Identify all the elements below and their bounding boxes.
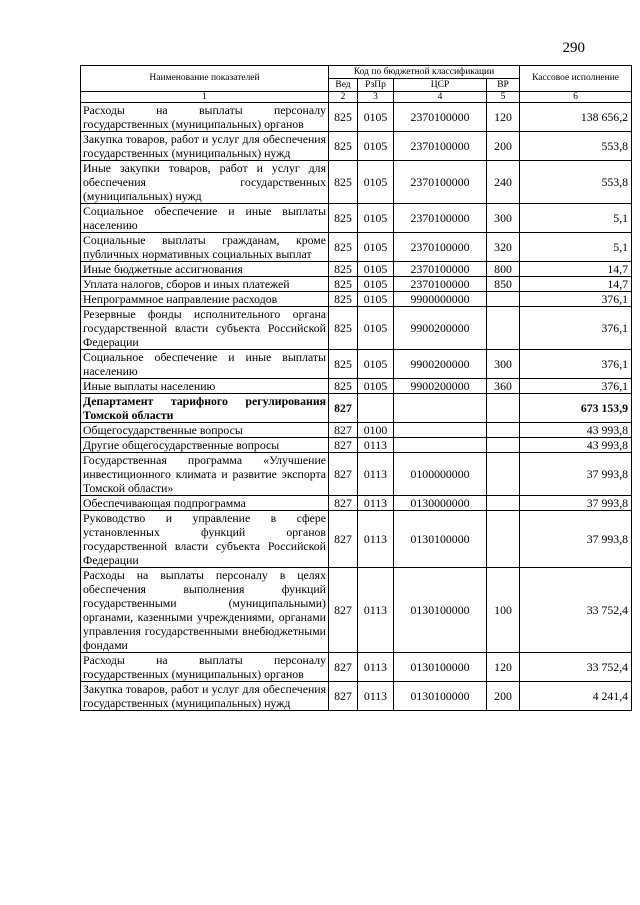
row-csr: 2370100000 <box>394 103 487 132</box>
table-row <box>81 204 632 233</box>
column-number: 5 <box>487 92 520 103</box>
row-rzpr: 0105 <box>358 103 394 132</box>
row-ved: 825 <box>329 262 358 277</box>
row-rzpr: 0113 <box>358 682 394 711</box>
column-number: 6 <box>520 92 632 103</box>
row-ved: 827 <box>329 453 358 496</box>
row-name: Государственная программа «Улучшение инвестиционного климата и развитие экспорта Томской области» <box>81 453 329 496</box>
row-csr: 2370100000 <box>394 233 487 262</box>
table-row <box>81 379 632 394</box>
row-ved: 827 <box>329 496 358 511</box>
row-amount: 14,7 <box>520 277 632 292</box>
row-rzpr: 0113 <box>358 453 394 496</box>
row-name: Социальные выплаты гражданам, кроме публичных нормативных социальных выплат <box>81 233 329 262</box>
table-row <box>81 103 632 132</box>
table-row <box>81 511 632 568</box>
row-amount: 33 752,4 <box>520 568 632 653</box>
column-number-row <box>81 92 632 103</box>
row-rzpr: 0105 <box>358 262 394 277</box>
column-number: 2 <box>329 92 358 103</box>
row-csr: 0130100000 <box>394 682 487 711</box>
row-rzpr: 0105 <box>358 233 394 262</box>
row-csr: 2370100000 <box>394 277 487 292</box>
row-name: Социальное обеспечение и иные выплаты населению <box>81 350 329 379</box>
row-name: Расходы на выплаты персоналу государственных (муниципальных) органов <box>81 103 329 132</box>
row-rzpr: 0113 <box>358 653 394 682</box>
row-ved: 827 <box>329 511 358 568</box>
table-row <box>81 262 632 277</box>
row-ved: 827 <box>329 438 358 453</box>
header-amount: Кассовое исполнение <box>520 66 632 92</box>
column-number: 3 <box>358 92 394 103</box>
table-row <box>81 233 632 262</box>
header-group: Код по бюджетной классификации <box>329 66 520 79</box>
row-ved: 827 <box>329 568 358 653</box>
table-row <box>81 496 632 511</box>
row-ved: 825 <box>329 233 358 262</box>
row-rzpr: 0105 <box>358 292 394 307</box>
row-csr: 0130000000 <box>394 496 487 511</box>
row-rzpr: 0105 <box>358 379 394 394</box>
row-ved: 825 <box>329 379 358 394</box>
table-row <box>81 653 632 682</box>
row-name: Расходы на выплаты персоналу государственных (муниципальных) органов <box>81 653 329 682</box>
table-header <box>81 66 632 103</box>
row-csr: 9900200000 <box>394 379 487 394</box>
row-amount: 5,1 <box>520 204 632 233</box>
table-row <box>81 307 632 350</box>
row-vr: 200 <box>487 682 520 711</box>
column-number: 1 <box>81 92 329 103</box>
row-name: Общегосударственные вопросы <box>81 423 329 438</box>
table-row <box>81 292 632 307</box>
row-rzpr: 0105 <box>358 161 394 204</box>
table-body <box>81 103 632 711</box>
row-amount: 43 993,8 <box>520 423 632 438</box>
row-name: Иные бюджетные ассигнования <box>81 262 329 277</box>
row-amount: 33 752,4 <box>520 653 632 682</box>
row-vr: 100 <box>487 568 520 653</box>
row-vr: 360 <box>487 379 520 394</box>
row-amount: 5,1 <box>520 233 632 262</box>
row-amount: 553,8 <box>520 132 632 161</box>
row-amount: 376,1 <box>520 379 632 394</box>
row-name: Руководство и управление в сфере установленных функций органов государственной власти субъекта Российской Федерации <box>81 511 329 568</box>
header-vr: ВР <box>487 79 520 92</box>
row-ved: 825 <box>329 307 358 350</box>
row-ved: 825 <box>329 292 358 307</box>
row-rzpr: 0105 <box>358 204 394 233</box>
table-row <box>81 394 632 423</box>
table-row <box>81 132 632 161</box>
table-row <box>81 161 632 204</box>
row-amount: 376,1 <box>520 307 632 350</box>
row-csr: 9900000000 <box>394 292 487 307</box>
row-vr: 800 <box>487 262 520 277</box>
row-name: Другие общегосударственные вопросы <box>81 438 329 453</box>
row-rzpr: 0105 <box>358 277 394 292</box>
row-csr: 0130100000 <box>394 653 487 682</box>
row-vr <box>487 453 520 496</box>
header-csr: ЦСР <box>394 79 487 92</box>
row-csr <box>394 394 487 423</box>
row-name: Непрограммное направление расходов <box>81 292 329 307</box>
row-csr: 9900200000 <box>394 350 487 379</box>
row-vr: 850 <box>487 277 520 292</box>
row-rzpr: 0113 <box>358 496 394 511</box>
row-vr: 240 <box>487 161 520 204</box>
row-rzpr: 0113 <box>358 511 394 568</box>
row-vr: 300 <box>487 350 520 379</box>
table-row <box>81 438 632 453</box>
row-amount: 4 241,4 <box>520 682 632 711</box>
table-row <box>81 423 632 438</box>
row-rzpr: 0100 <box>358 423 394 438</box>
row-name: Расходы на выплаты персоналу в целях обеспечения выполнения функций государственными (муниципальными) органами, казенными учреждениями, органами управления государственными внебюджетными фондами <box>81 568 329 653</box>
row-csr: 2370100000 <box>394 132 487 161</box>
row-csr: 0130100000 <box>394 511 487 568</box>
page-number: 290 <box>562 40 585 56</box>
row-csr: 2370100000 <box>394 161 487 204</box>
row-csr: 9900200000 <box>394 307 487 350</box>
row-rzpr: 0113 <box>358 438 394 453</box>
row-csr: 0130100000 <box>394 568 487 653</box>
header-rzpr: РзПр <box>358 79 394 92</box>
row-name: Закупка товаров, работ и услуг для обеспечения государственных (муниципальных) нужд <box>81 132 329 161</box>
table-row <box>81 350 632 379</box>
row-name: Закупка товаров, работ и услуг для обеспечения государственных (муниципальных) нужд <box>81 682 329 711</box>
row-name: Социальное обеспечение и иные выплаты населению <box>81 204 329 233</box>
header-ved: Вед <box>329 79 358 92</box>
row-vr <box>487 307 520 350</box>
row-vr: 300 <box>487 204 520 233</box>
row-vr: 120 <box>487 653 520 682</box>
row-rzpr: 0105 <box>358 350 394 379</box>
row-amount: 37 993,8 <box>520 453 632 496</box>
row-csr: 0100000000 <box>394 453 487 496</box>
row-amount: 37 993,8 <box>520 496 632 511</box>
budget-table <box>80 65 632 711</box>
row-vr <box>487 292 520 307</box>
row-name: Иные закупки товаров, работ и услуг для обеспечения государственных (муниципальных) нужд <box>81 161 329 204</box>
row-ved: 827 <box>329 423 358 438</box>
row-ved: 827 <box>329 682 358 711</box>
row-csr: 2370100000 <box>394 262 487 277</box>
row-csr <box>394 423 487 438</box>
row-amount: 673 153,9 <box>520 394 632 423</box>
row-name: Резервные фонды исполнительного органа государственной власти субъекта Российской Федерации <box>81 307 329 350</box>
row-ved: 825 <box>329 350 358 379</box>
column-number: 4 <box>394 92 487 103</box>
row-ved: 825 <box>329 103 358 132</box>
row-rzpr: 0105 <box>358 307 394 350</box>
table-row <box>81 568 632 653</box>
row-ved: 825 <box>329 204 358 233</box>
row-vr <box>487 438 520 453</box>
row-amount: 138 656,2 <box>520 103 632 132</box>
row-name: Обеспечивающая подпрограмма <box>81 496 329 511</box>
table-row <box>81 682 632 711</box>
row-ved: 827 <box>329 653 358 682</box>
row-vr: 200 <box>487 132 520 161</box>
row-vr: 120 <box>487 103 520 132</box>
row-rzpr <box>358 394 394 423</box>
row-csr: 2370100000 <box>394 204 487 233</box>
table-row <box>81 277 632 292</box>
row-rzpr: 0113 <box>358 568 394 653</box>
row-amount: 553,8 <box>520 161 632 204</box>
row-vr: 320 <box>487 233 520 262</box>
row-ved: 827 <box>329 394 358 423</box>
row-vr <box>487 511 520 568</box>
row-amount: 14,7 <box>520 262 632 277</box>
row-amount: 376,1 <box>520 292 632 307</box>
row-amount: 37 993,8 <box>520 511 632 568</box>
row-amount: 376,1 <box>520 350 632 379</box>
row-vr <box>487 423 520 438</box>
row-amount: 43 993,8 <box>520 438 632 453</box>
row-name: Департамент тарифного регулирования Томской области <box>81 394 329 423</box>
row-ved: 825 <box>329 132 358 161</box>
row-csr <box>394 438 487 453</box>
row-vr <box>487 394 520 423</box>
table-row <box>81 453 632 496</box>
row-name: Иные выплаты населению <box>81 379 329 394</box>
row-ved: 825 <box>329 277 358 292</box>
row-ved: 825 <box>329 161 358 204</box>
header-name: Наименование показателей <box>81 66 329 92</box>
row-rzpr: 0105 <box>358 132 394 161</box>
row-name: Уплата налогов, сборов и иных платежей <box>81 277 329 292</box>
row-vr <box>487 496 520 511</box>
